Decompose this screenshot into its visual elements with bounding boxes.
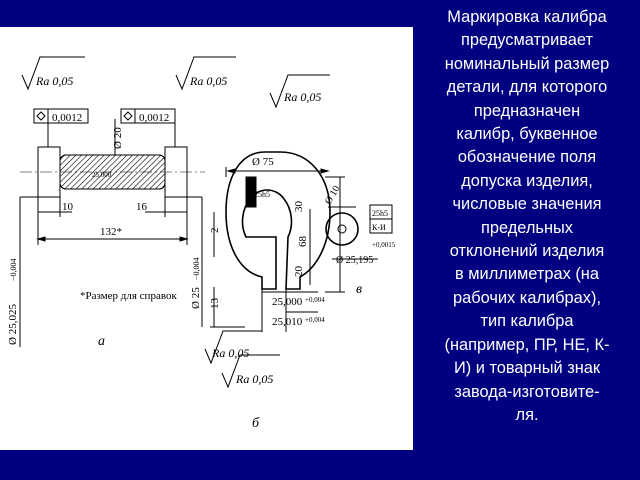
- fig-a-diameter-right-tol: −0,004: [192, 257, 201, 280]
- fig-a-length-132: 132*: [100, 226, 122, 238]
- fig-a-diameter-left: Ø 25,025: [7, 304, 19, 345]
- fig-b-dim-30: 30: [293, 201, 305, 212]
- fig-a-length-10: 10: [62, 201, 73, 213]
- fig-v-diameter-10: Ø 10: [323, 183, 343, 207]
- fig-a-body-mark: 25,000: [92, 171, 112, 179]
- fig-b-dim-13: 13: [209, 298, 221, 309]
- fig-a-footnote: *Размер для справок: [80, 290, 177, 302]
- fig-b-label: б: [252, 416, 260, 431]
- fig-a-length-16: 16: [136, 201, 147, 213]
- fig-a-diameter-left-tol: −0,004: [9, 258, 18, 281]
- fig-a-roughness-right: Ra 0,05: [190, 74, 228, 88]
- fig-b-stamp: 25h5: [254, 190, 270, 199]
- fig-a-diameter-right: Ø 25: [190, 287, 202, 309]
- slide-caption: Маркировка калибра предусматривает номинальный размер детали, для которого предназначен калибр, буквенное обозначение поля допуска изделия, числовые значения предельных отклонений изделия в миллиметрах (на рабочих калибрах), тип калибра (например, ПР, НЕ, К- И) и товарный знак завода-изготовите- ля.: [444, 8, 610, 424]
- fig-v-stamp-bottom: К-И: [372, 223, 386, 232]
- fig-b-dim-68: 68: [297, 236, 309, 247]
- fig-b-diameter-75: Ø 75: [252, 156, 274, 168]
- fig-b-dim-2: 2: [209, 227, 221, 233]
- fig-b-size-upper: 25,000: [272, 296, 303, 308]
- technical-drawing: [0, 27, 413, 450]
- fig-v-size: Ø 25,195: [336, 255, 374, 266]
- fig-b-roughness-bottom: Ra 0,05: [236, 372, 274, 386]
- fig-a-label: а: [98, 334, 105, 349]
- fig-b-roughness-top: Ra 0,05: [284, 90, 322, 104]
- fig-b-roughness-mid: Ra 0,05: [212, 346, 250, 360]
- fig-v-stamp-top: 25h5: [372, 209, 388, 218]
- fig-a-roughness-left: Ra 0,05: [36, 74, 74, 88]
- fig-a-tolerance-left: 0,0012: [52, 112, 83, 124]
- fig-v-size-tol: +0,0015: [372, 241, 396, 249]
- figure-a-plug-gauge: [20, 57, 236, 347]
- fig-b-dim-20: 20: [293, 266, 305, 277]
- fig-b-size-lower: 25,010: [272, 316, 303, 328]
- fig-a-diameter-20: Ø 20: [112, 127, 124, 149]
- fig-b-size-lower-tol: +0,004: [305, 316, 325, 324]
- figure-b-snap-gauge: [205, 75, 345, 387]
- drawing-canvas: [0, 27, 413, 450]
- fig-v-label: в: [356, 282, 363, 297]
- fig-b-size-upper-tol: +0,004: [305, 296, 325, 304]
- fig-a-tolerance-right: 0,0012: [139, 112, 170, 124]
